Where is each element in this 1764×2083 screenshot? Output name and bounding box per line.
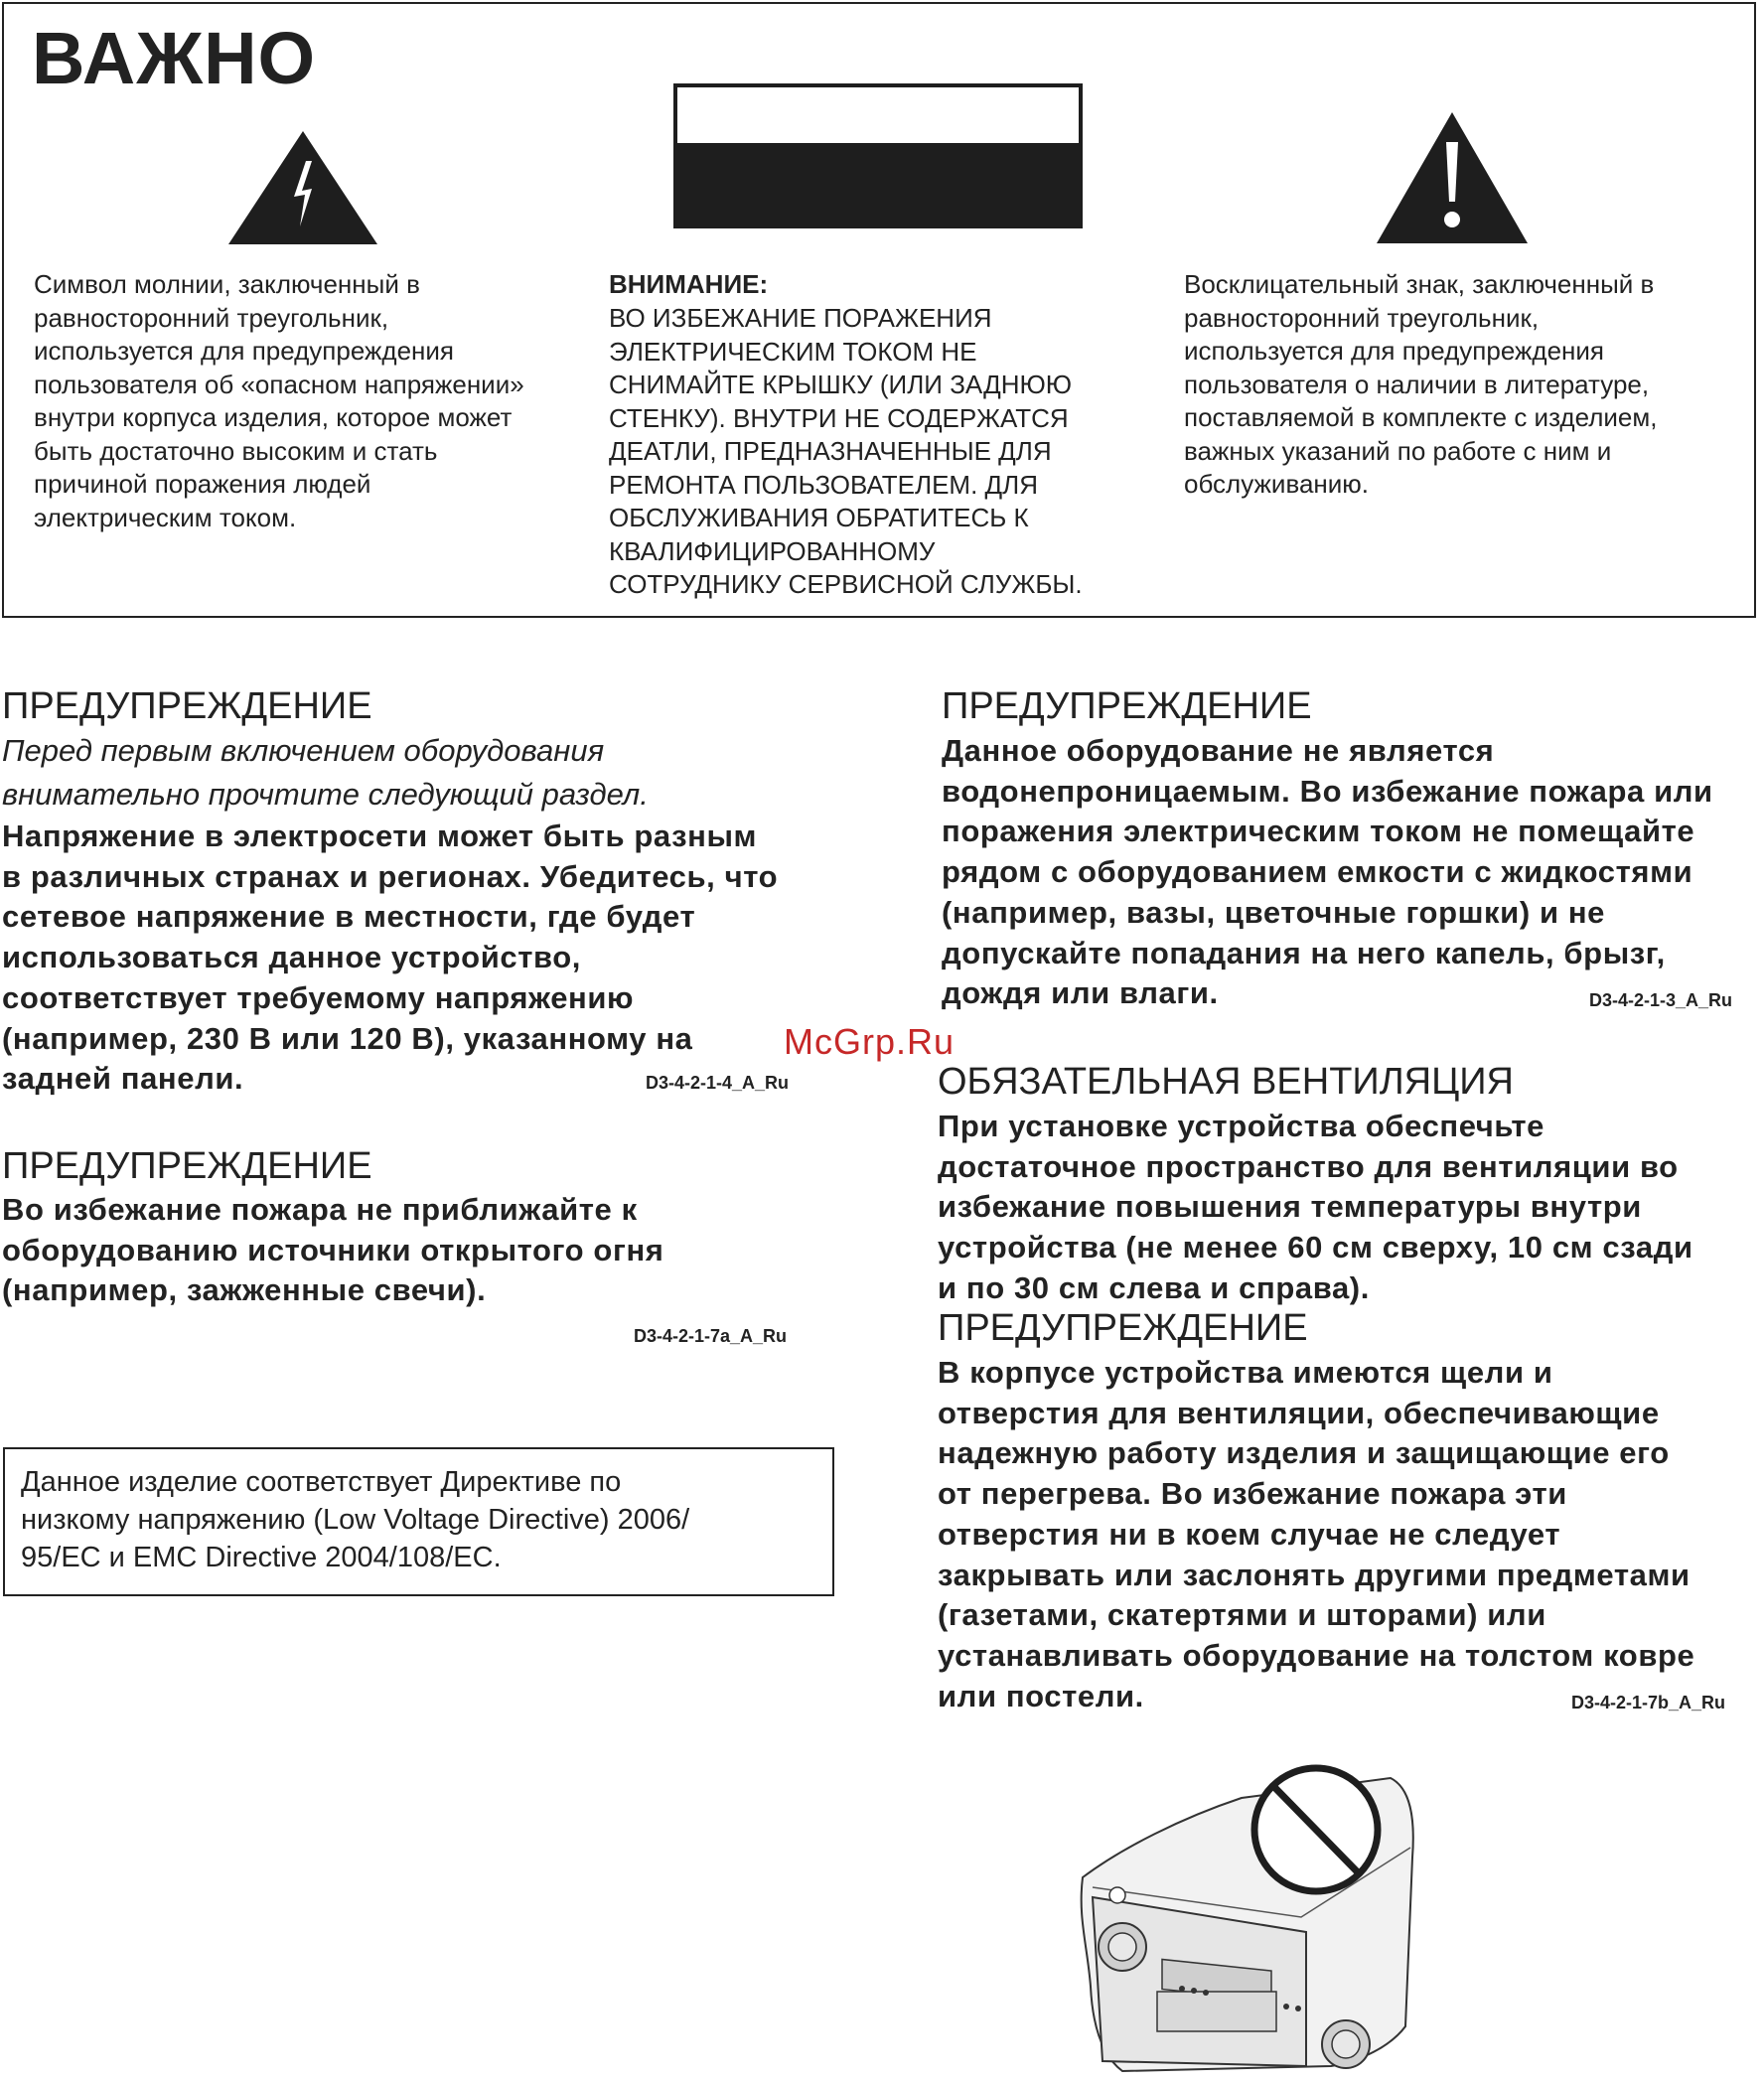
warning3-body: Данное оборудование не является водонепроницаемым. Во избежание пожара или поражения электрическим током не помещайте рядом с оборудованием емкости с жидкостями (например, вазы, цветочные горшки) и не допускайте попадания на него капель, брызг, дождя или влаги.: [942, 733, 1713, 1011]
warning1-body: Напряжение в электросети может быть разным в различных странах и регионах. Убедитесь, что сетевое напряжение в местности, где будет использоваться данное устройство, соответствует требуемому напряжению (например, 230 В или 120 В), указанному на задней панели.: [2, 818, 779, 1097]
exclamation-warning-icon: [1377, 112, 1528, 243]
warning2-body: Во избежание пожара не приближайте к оборудованию источники открытого огня (например, зажженные свечи).: [2, 1192, 664, 1308]
warning3-heading: ПРЕДУПРЕЖДЕНИЕ: [942, 685, 1312, 727]
warning3-code: D3-4-2-1-3_A_Ru: [1589, 990, 1733, 1010]
warning4-heading: ПРЕДУПРЕЖДЕНИЕ: [938, 1307, 1308, 1349]
exclamation-description: Восклицательный знак, заключенный в равносторонний треугольник, используется для предупреждения пользователя о наличии в литературе, поставляемой в комплекте с изделием, важных указаний по работе с ним и обслуживанию.: [1184, 269, 1658, 499]
ventilation-body: При установке устройства обеспечьте достаточное пространство для вентиляции во избежание повышения температуры внутри устройства (не менее 60 см сверху, 10 см сзади и по 30 см слева и справа).: [938, 1109, 1693, 1305]
ventilation-heading: ОБЯЗАТЕЛЬНАЯ ВЕНТИЛЯЦИЯ: [938, 1061, 1514, 1103]
warning1-heading: ПРЕДУПРЕЖДЕНИЕ: [2, 685, 372, 727]
notice-title: ВАЖНО: [32, 17, 317, 99]
lightning-description: Символ молнии, заключенный в равносторонний треугольник, используется для предупреждения пользователя об «опасном напряжении» внутри корпуса изделия, которое может быть достаточно высоким и стать причиной поражения людей электрическим током.: [34, 269, 524, 532]
warning1-code: D3-4-2-1-4_A_Ru: [646, 1073, 790, 1093]
covered-receiver-prohibited-icon: [1063, 1728, 1460, 2076]
warning4-body: В корпусе устройства имеются щели и отверстия для вентиляции, обеспечивающие надежную работу изделия и защищающие его от перегрева. Во избежание пожара эти отверстия ни в коем случае не следует закрывать или заслонять другими предметами (газетами, скатертями и шторами) или устанавливать оборудование на толстом ковре или постели.: [938, 1355, 1695, 1713]
warning2-code: D3-4-2-1-7a_A_Ru: [634, 1326, 788, 1346]
warning2-heading: ПРЕДУПРЕЖДЕНИЕ: [2, 1145, 372, 1187]
warning4-code: D3-4-2-1-7b_A_Ru: [1571, 1693, 1726, 1712]
lightning-warning-icon: [228, 131, 377, 244]
caution-label-icon: [673, 83, 1083, 228]
watermark: McGrp.Ru: [784, 1021, 956, 1062]
directive-box: Данное изделие соответствует Директиве по низкому напряжению (Low Voltage Directive) 2006/ 95/EC и EMC Directive 2004/108/EC.: [3, 1447, 834, 1596]
warning1-intro: Перед первым включением оборудования внимательно прочтите следующий раздел.: [2, 733, 649, 812]
caution-heading: ВНИМАНИЕ:: [609, 269, 769, 299]
caution-text: ВО ИЗБЕЖАНИЕ ПОРАЖЕНИЯ ЭЛЕКТРИЧЕСКИМ ТОКОМ НЕ СНИМАЙТЕ КРЫШКУ (ИЛИ ЗАДНЮЮ СТЕНКУ). ВНУТРИ НЕ СОДЕРЖАТСЯ ДЕАТЛИ, ПРЕДНАЗНАЧЕННЫЕ ДЛЯ РЕМОНТА ПОЛЬЗОВАТЕЛЕМ. ДЛЯ ОБСЛУЖИВАНИЯ ОБРАТИТЕСЬ К КВАЛИФИЦИРОВАННОМУ СОТРУДНИКУ СЕРВИСНОЙ СЛУЖБЫ.: [609, 303, 1083, 599]
